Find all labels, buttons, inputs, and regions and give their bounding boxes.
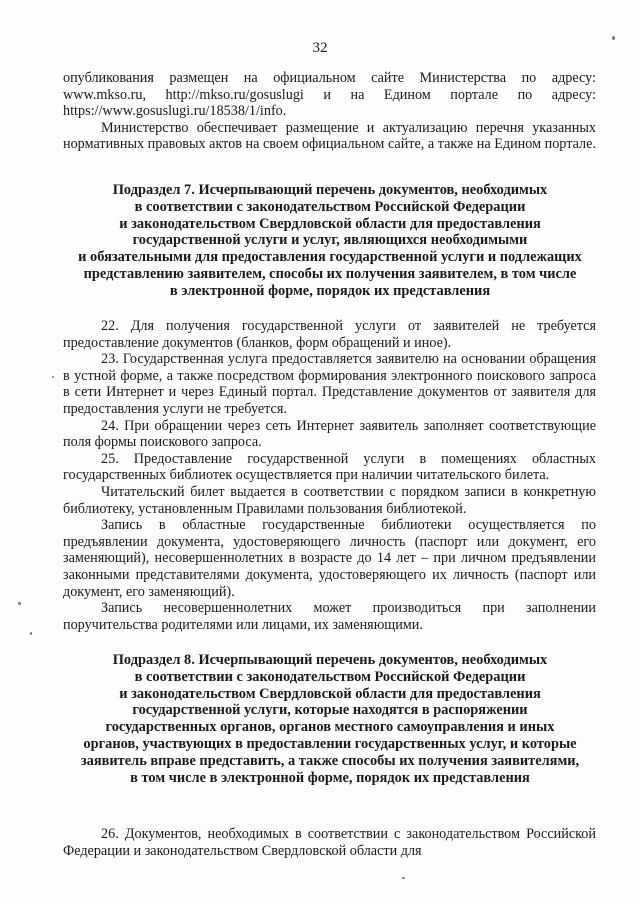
scan-speck: [612, 36, 615, 40]
paragraph-reader-ticket: Читательский билет выдается в соответствии с порядком записи в конкретную библиотеку, установленным Правилами пользования библиотекой.: [63, 483, 596, 517]
heading-line: государственной услуги и услуг, являющихся необходимыми: [132, 232, 528, 249]
intro-section: [63, 70, 596, 153]
paragraph-24: 24. При обращении через сеть Интернет заявитель заполняет соответствующие поля формы поискового запроса.: [63, 417, 596, 451]
paragraph-25: 25. Предоставление государственной услуги в помещениях областных государственных библиотек осуществляется при наличии читательского билета.: [63, 450, 596, 484]
page-number: 32: [312, 40, 328, 56]
heading-line: в соответствии с законодательством Российской Федерации: [134, 198, 526, 215]
paragraph-library-record: Запись в областные государственные библиотеки осуществляется по предъявлении документа, удостоверяющего личность (паспорт или документ, его заменяющий), несовершеннолетних в возрасте до 14 лет – при личном предъявлении законными представителями документа, удостоверяющего их личность (паспорт или документ, его заменяющий).: [63, 517, 596, 600]
heading-line: Подраздел 7. Исчерпывающий перечень документов, необходимых: [112, 182, 548, 198]
paragraph-22: 22. Для получения государственной услуги от заявителей не требуется предоставление документов (бланков, форм обращений и иное).: [63, 318, 596, 351]
heading-line: заявитель вправе представить, а также способы их получения заявителями,: [80, 752, 580, 769]
heading-line: государственной услуги, которые находятся в распоряжении: [132, 702, 528, 719]
scan-speck: [402, 877, 405, 879]
intro-paragraph-2: Министерство обеспечивает размещение и актуализацию перечня указанных нормативных правовых актов на своем официальном сайте, а также на Едином портале.: [63, 119, 596, 153]
paragraph-23: 23. Государственная услуга предоставляется заявителю на основании обращения в устной форме, а также посредством формирования электронного поискового запроса в сети Интернет и через Единый портал. Представление документов от заявителя для предоставления услуги не требуется.: [63, 351, 596, 417]
heading-line: Подраздел 8. Исчерпывающий перечень документов, необходимых: [112, 652, 548, 668]
heading-line: представлению заявителем, способы их получения заявителем, в том числе: [83, 265, 577, 282]
heading-line: органов, участвующих в предоставлении государственных услуг, и которые: [83, 735, 577, 752]
subsection-7-heading: [60, 182, 600, 300]
heading-line: государственных органов, органов местного самоуправления и иных: [105, 719, 555, 736]
subsection-8-heading: [60, 652, 600, 786]
scan-speck: [52, 376, 54, 378]
scan-speck: [30, 632, 32, 635]
subsection-7-body: [63, 318, 596, 633]
heading-line: и обязательными для предоставления государственной услуги и подлежащих: [78, 249, 582, 266]
heading-line: и законодательством Свердловской области для предоставления: [119, 215, 541, 232]
heading-line: в соответствии с законодательством Российской Федерации: [134, 668, 526, 685]
scan-speck: [18, 602, 21, 605]
paragraph-26: 26. Документов, необходимых в соответствии с законодательством Российской Федерации и законодательством Свердловской области для: [63, 826, 596, 859]
intro-paragraph-1: опубликования размещен на официальном сайте Министерства по адресу: www.mkso.ru, http://mkso.ru/gosuslugi и на Едином портале по адресу: https://www.gosuslugi.ru/18538/1/info.: [63, 70, 596, 120]
heading-line: в электронной форме, порядок их представления: [169, 282, 491, 299]
subsection-8-body: [63, 826, 596, 859]
heading-line: и законодательством Свердловской области для предоставления: [119, 685, 541, 702]
heading-line: в том числе в электронной форме, порядок их представления: [130, 769, 530, 786]
paragraph-minors-record: Запись несовершеннолетних может производиться при заполнении поручительства родителями или лицами, их заменяющими.: [63, 600, 596, 633]
